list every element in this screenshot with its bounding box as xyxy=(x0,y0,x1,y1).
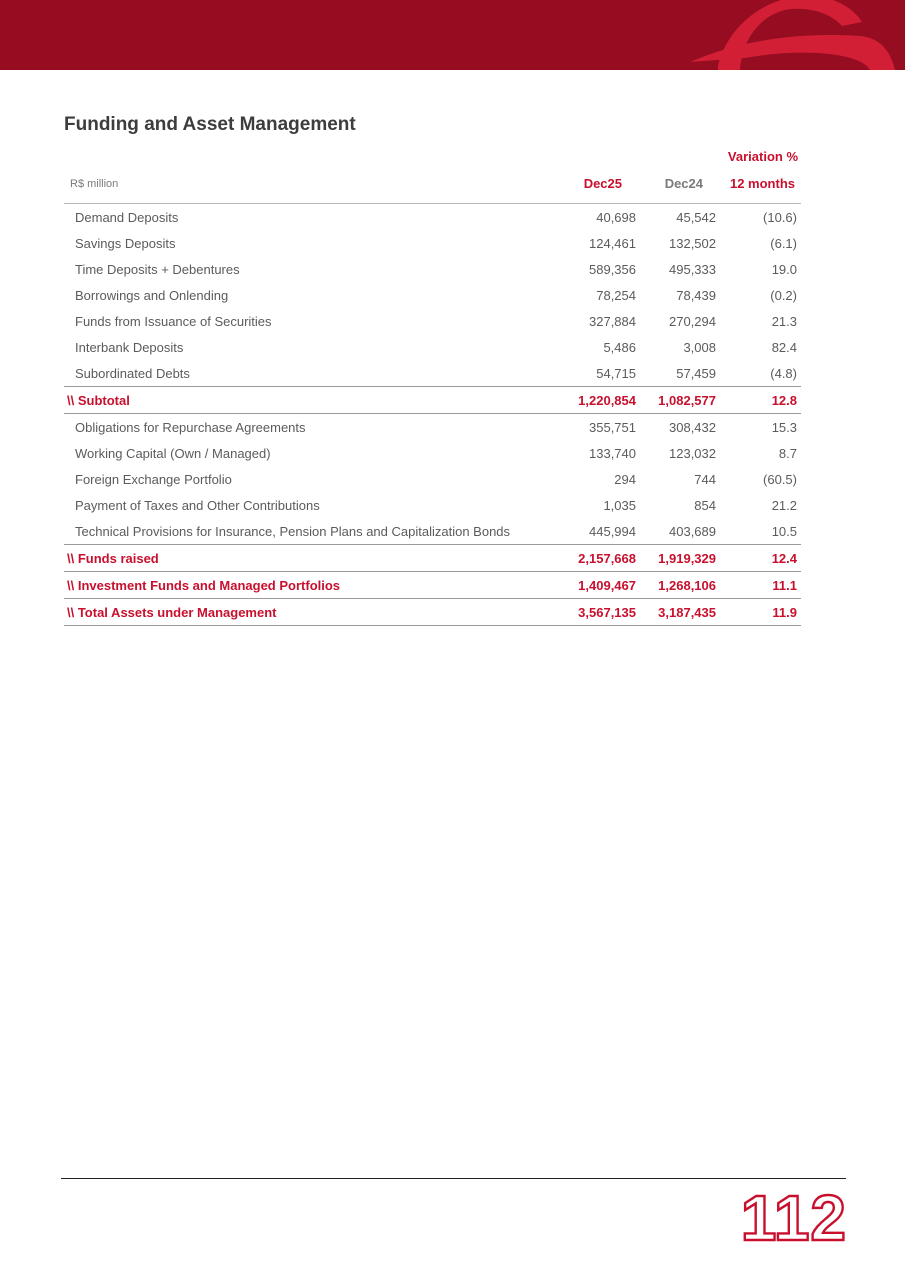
value-dec24: 854 xyxy=(694,497,716,513)
row-label: Foreign Exchange Portfolio xyxy=(75,471,232,487)
value-dec24: 78,439 xyxy=(676,287,716,303)
value-dec25: 124,461 xyxy=(589,235,636,251)
value-dec24: 744 xyxy=(694,471,716,487)
value-dec24: 495,333 xyxy=(669,261,716,277)
value-dec24: 3,008 xyxy=(683,339,716,355)
total-assets-row xyxy=(64,599,801,626)
value-dec25: 3,567,135 xyxy=(554,599,636,626)
value-variation: 12.4 xyxy=(716,545,801,572)
value-dec25: 1,220,854 xyxy=(554,387,636,414)
page-title: Funding and Asset Management xyxy=(64,114,356,135)
subtotal-row xyxy=(64,387,801,414)
value-dec25: 40,698 xyxy=(554,204,636,231)
row-label: Technical Provisions for Insurance, Pension Plans and Capitalization Bonds xyxy=(75,523,511,539)
variation-header: Variation % xyxy=(727,149,798,164)
value-variation: 8.7 xyxy=(778,445,797,461)
value-dec24: 1,268,106 xyxy=(636,572,716,599)
value-variation: (0.2) xyxy=(770,287,797,303)
value-variation: 11.1 xyxy=(716,572,801,599)
value-variation: 21.2 xyxy=(771,497,797,513)
value-dec25: 294 xyxy=(614,471,636,487)
value-dec25: 54,715 xyxy=(596,365,636,381)
value-dec25: 355,751 xyxy=(589,419,636,435)
value-variation: 21.3 xyxy=(771,313,797,329)
column-header-dec24: Dec24 xyxy=(664,176,703,191)
value-variation: (60.5) xyxy=(763,471,797,487)
value-variation: (4.8) xyxy=(770,365,797,381)
value-variation: 19.0 xyxy=(771,261,797,277)
table-row xyxy=(64,230,801,256)
table-row xyxy=(64,518,801,545)
value-dec24: 1,082,577 xyxy=(636,387,716,414)
funding-table xyxy=(64,203,801,626)
value-dec25: 78,254 xyxy=(596,287,636,303)
value-dec25: 1,409,467 xyxy=(554,572,636,599)
table-row xyxy=(64,334,801,360)
value-variation: 15.3 xyxy=(771,419,797,435)
row-label: \\ Funds raised xyxy=(64,545,554,572)
row-label: Demand Deposits xyxy=(64,204,554,231)
row-label: Interbank Deposits xyxy=(75,339,184,355)
value-dec25: 2,157,668 xyxy=(554,545,636,572)
table-row xyxy=(64,440,801,466)
row-label: \\ Investment Funds and Managed Portfolios xyxy=(64,572,554,599)
value-variation: (6.1) xyxy=(770,235,797,251)
row-label: \\ Total Assets under Management xyxy=(64,599,554,626)
investment-funds-row xyxy=(64,572,801,599)
row-label: Payment of Taxes and Other Contributions xyxy=(75,497,320,513)
column-header-variation: 12 months xyxy=(729,176,795,191)
table-row xyxy=(64,204,801,231)
funds-raised-row xyxy=(64,545,801,572)
table-row xyxy=(64,492,801,518)
unit-label: R$ million xyxy=(70,178,119,190)
value-dec24: 132,502 xyxy=(669,235,716,251)
value-variation: 11.9 xyxy=(716,599,801,626)
value-dec25: 5,486 xyxy=(603,339,636,355)
row-label: Working Capital (Own / Managed) xyxy=(75,445,271,461)
value-dec25: 589,356 xyxy=(589,261,636,277)
value-variation: 12.8 xyxy=(716,387,801,414)
table-row xyxy=(64,256,801,282)
value-dec24: 3,187,435 xyxy=(636,599,716,626)
value-dec25: 1,035 xyxy=(603,497,636,513)
value-dec24: 57,459 xyxy=(676,365,716,381)
footer-divider xyxy=(61,1178,846,1179)
row-label: Obligations for Repurchase Agreements xyxy=(75,419,306,435)
value-dec25: 133,740 xyxy=(589,445,636,461)
value-dec24: 403,689 xyxy=(669,523,716,539)
value-variation: 10.5 xyxy=(771,523,797,539)
header-band xyxy=(0,0,905,70)
row-label: Borrowings and Onlending xyxy=(75,287,229,303)
table-row xyxy=(64,360,801,387)
table-row xyxy=(64,282,801,308)
value-dec24: 308,432 xyxy=(669,419,716,435)
value-dec24: 270,294 xyxy=(669,313,716,329)
value-variation: 82.4 xyxy=(771,339,797,355)
value-dec25: 327,884 xyxy=(589,313,636,329)
table-row xyxy=(64,414,801,441)
row-label: Time Deposits + Debentures xyxy=(75,261,240,277)
row-label: \\ Subtotal xyxy=(64,387,554,414)
column-header-dec25: Dec25 xyxy=(583,176,622,191)
table-row xyxy=(64,308,801,334)
value-dec24: 123,032 xyxy=(669,445,716,461)
row-label: Savings Deposits xyxy=(75,235,176,251)
value-dec25: 445,994 xyxy=(589,523,636,539)
value-variation: (10.6) xyxy=(716,204,801,231)
row-label: Subordinated Debts xyxy=(75,365,190,381)
value-dec24: 45,542 xyxy=(636,204,716,231)
table-row xyxy=(64,466,801,492)
logo-swirl-icon xyxy=(0,0,905,70)
value-dec24: 1,919,329 xyxy=(636,545,716,572)
row-label: Funds from Issuance of Securities xyxy=(75,313,272,329)
page-number: 112 xyxy=(740,1182,847,1254)
